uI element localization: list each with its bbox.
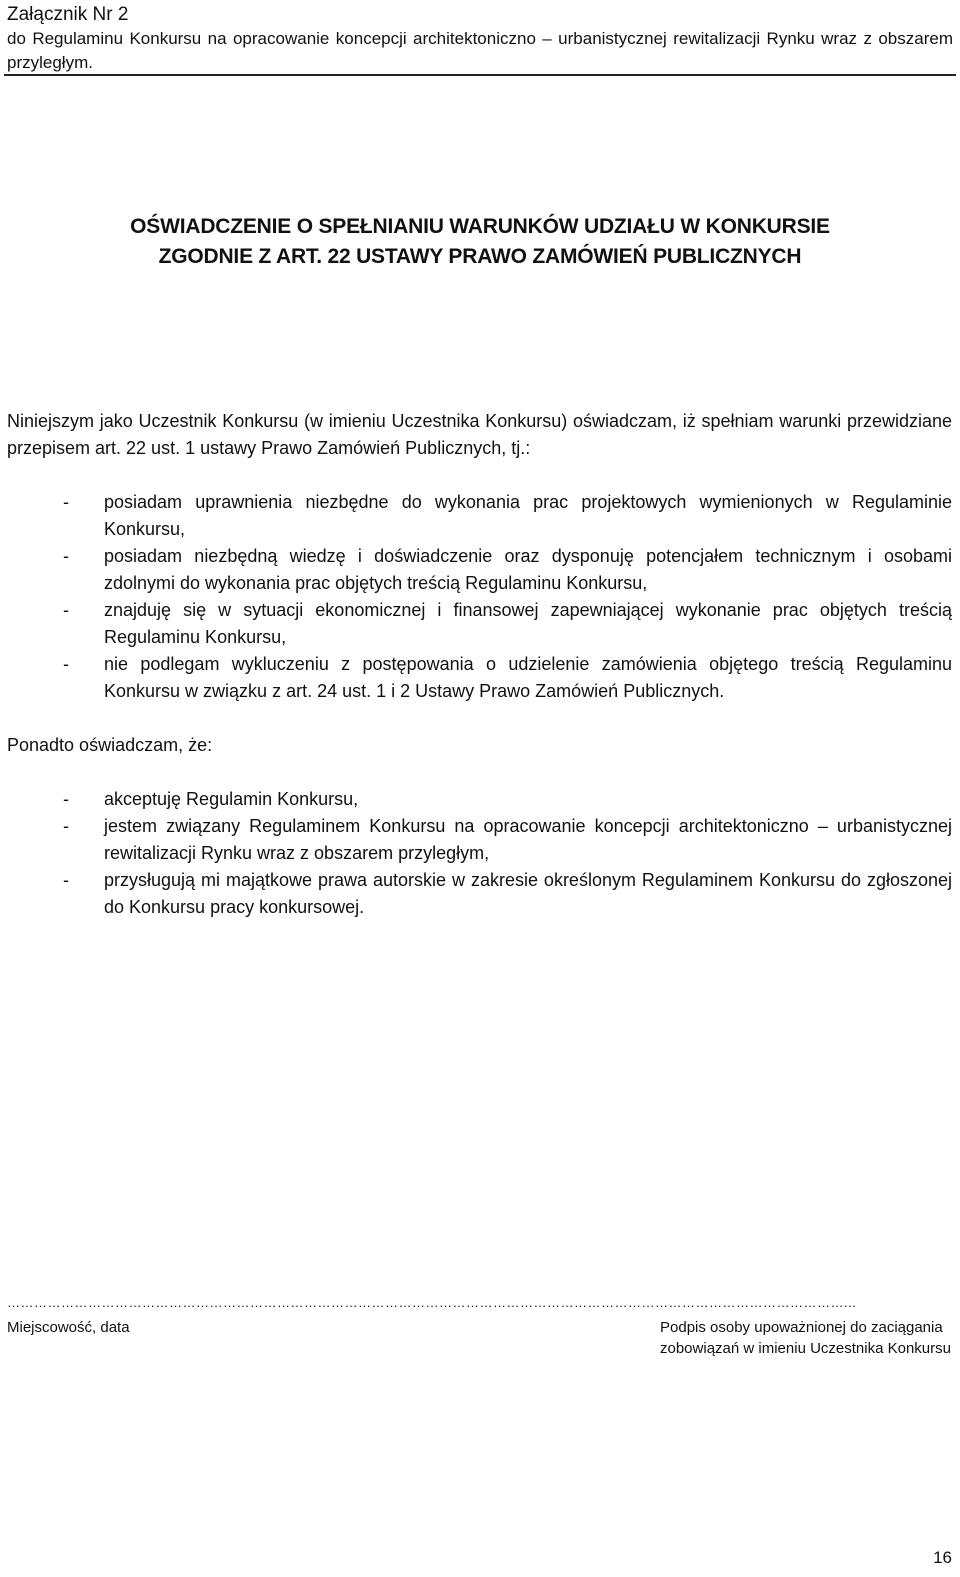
list-dash: - bbox=[63, 492, 69, 512]
list-item bbox=[0, 597, 960, 651]
list-item-text: jestem związany Regulaminem Konkursu na opracowanie koncepcji architektoniczno – urbanistycznej rewitalizacji Rynku wraz z obszarem przyległym, bbox=[104, 816, 952, 863]
list-item-text: przysługują mi majątkowe prawa autorskie w zakresie określonym Regulaminem Konkursu do zgłoszonej do Konkursu pracy konkursowej. bbox=[104, 870, 952, 917]
moreover-heading: Ponadto oświadczam, że: bbox=[7, 735, 213, 755]
list-item bbox=[0, 651, 960, 705]
signer-label-line-2: zobowiązań w imieniu Uczestnika Konkursu bbox=[660, 1340, 951, 1357]
statement-title-line-2: ZGODNIE Z ART. 22 USTAWY PRAWO ZAMÓWIEŃ PUBLICZNYCH bbox=[158, 245, 802, 268]
intro-paragraph: Niniejszym jako Uczestnik Konkursu (w imieniu Uczestnika Konkursu) oświadczam, iż spełniam warunki przewidziane przepisem art. 22 ust. 1 ustawy Prawo Zamówień Publicznych, tj.: bbox=[7, 411, 952, 458]
signer-label bbox=[660, 1317, 955, 1359]
statement-title-line-1: OŚWIADCZENIE O SPEŁNIANIU WARUNKÓW UDZIAŁU W KONKURSIE bbox=[130, 215, 830, 238]
list-dash: - bbox=[63, 789, 69, 809]
list-item bbox=[0, 813, 960, 867]
list-dash: - bbox=[63, 546, 69, 566]
signer-label-line-1: Podpis osoby upoważnionej do zaciągania bbox=[660, 1319, 943, 1336]
signature-dotted-line: ……………………………………………………………………………………………………………………………………………………………………... bbox=[7, 1296, 857, 1310]
attachment-title: Załącznik Nr 2 bbox=[7, 4, 129, 25]
list-item bbox=[0, 543, 960, 597]
list-item bbox=[0, 786, 960, 813]
list-dash: - bbox=[63, 600, 69, 620]
list-item-text: znajduję się w sytuacji ekonomicznej i finansowej zapewniającej wykonanie prac objętych treścią Regulaminu Konkursu, bbox=[104, 600, 952, 647]
statement-title bbox=[0, 212, 960, 272]
list-item-text: posiadam uprawnienia niezbędne do wykonania prac projektowych wymienionych w Regulaminie Konkursu, bbox=[104, 492, 952, 539]
list-dash: - bbox=[63, 870, 69, 890]
list-item-text: posiadam niezbędną wiedzę i doświadczenie oraz dysponuję potencjałem technicznym i osobami zdolnymi do wykonania prac objętych treścią Regulaminu Konkursu, bbox=[104, 546, 952, 593]
list-item-text: akceptuję Regulamin Konkursu, bbox=[104, 789, 359, 809]
list-dash: - bbox=[63, 816, 69, 836]
place-date-label: Miejscowość, data bbox=[7, 1319, 130, 1336]
conditions-list bbox=[0, 489, 960, 705]
page-number: 16 bbox=[933, 1548, 952, 1567]
list-item bbox=[0, 489, 960, 543]
list-item bbox=[0, 867, 960, 921]
attachment-subtitle: do Regulaminu Konkursu na opracowanie koncepcji architektoniczno – urbanistycznej rewitalizacji Rynku wraz z obszarem przyległym. bbox=[7, 29, 953, 72]
document-header bbox=[7, 3, 953, 75]
header-divider bbox=[4, 74, 956, 76]
list-dash: - bbox=[63, 654, 69, 674]
declarations-list bbox=[0, 786, 960, 921]
list-item-text: nie podlegam wykluczeniu z postępowania o udzielenie zamówienia objętego treścią Regulaminu Konkursu w związku z art. 24 ust. 1 i 2 Ustawy Prawo Zamówień Publicznych. bbox=[104, 654, 952, 701]
